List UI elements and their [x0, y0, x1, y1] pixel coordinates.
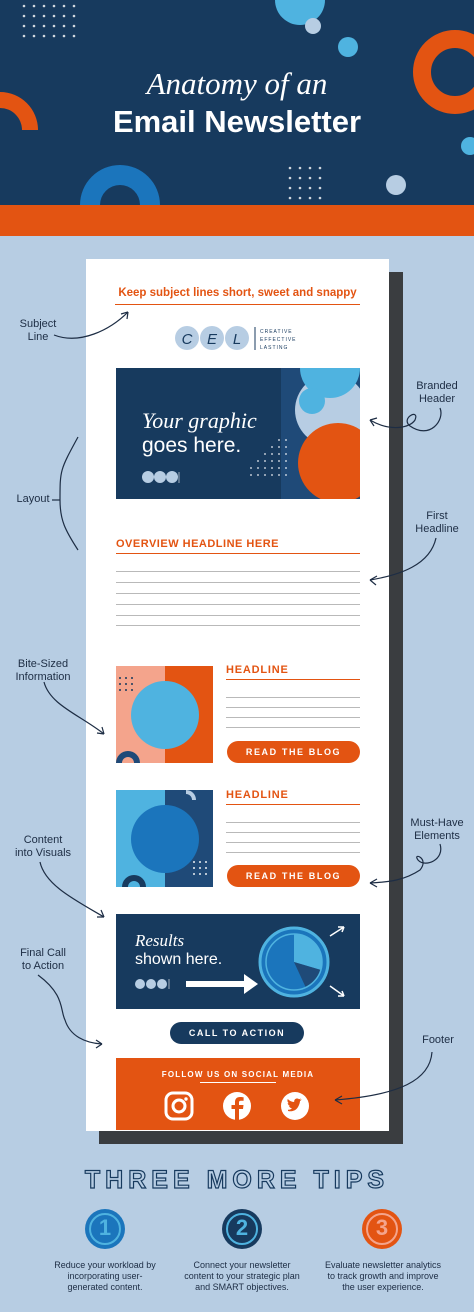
logo-letter-c: C — [181, 331, 193, 348]
annotation-subject-line: Subject Line — [19, 318, 57, 343]
arrow-subject-line — [54, 312, 128, 338]
read-blog-button-1[interactable]: READ THE BLOG — [227, 741, 360, 763]
tip-1-text: Reduce your workload by incorporating user-generated content. — [54, 1260, 156, 1292]
logo-letter-l: L — [232, 331, 242, 348]
arrow-bite-sized — [44, 682, 104, 734]
article-1-headline: HEADLINE — [226, 664, 289, 676]
logo-word-2: EFFECTIVE — [260, 337, 297, 343]
arrow-content-visuals — [40, 862, 104, 917]
logo-word-1: CREATIVE — [260, 329, 293, 335]
title-line-1: Anatomy of an — [146, 66, 328, 101]
annotation-content-visuals: Content into Visuals — [14, 834, 72, 859]
banner-line-1: Your graphic — [142, 408, 257, 433]
tip-3-number: 3 — [375, 1215, 389, 1240]
tips-heading: THREE MORE TIPS — [84, 1166, 390, 1194]
footer-label: FOLLOW US ON SOCIAL MEDIA — [161, 1070, 315, 1079]
results-line-2: shown here. — [135, 951, 223, 968]
tip-1-number: 1 — [98, 1215, 112, 1240]
annotation-layout: Layout — [16, 493, 50, 505]
results-line-1: Results — [135, 931, 185, 950]
title-line-2: Email Newsletter — [112, 104, 362, 139]
tips-heading-wrap — [0, 1166, 474, 1195]
arrow-footer — [335, 1052, 432, 1100]
tip-1-badge — [85, 1209, 125, 1249]
layout-brace — [60, 437, 78, 550]
tip-3-text: Evaluate newsletter analytics to track growth and improve the user experience. — [324, 1260, 442, 1292]
subject-line: Keep subject lines short, sweet and snappy — [118, 287, 357, 299]
logo-letter-e: E — [206, 331, 218, 348]
overview-headline: OVERVIEW HEADLINE HERE — [116, 538, 279, 550]
arrow-must-have — [370, 844, 441, 883]
arrow-first-headline — [370, 538, 436, 580]
annotation-final-cta: Final Call to Action — [20, 947, 66, 972]
arrow-branded-header — [370, 408, 441, 431]
tip-2-text: Connect your newsletter content to your strategic plan and SMART objectives. — [184, 1260, 300, 1292]
read-blog-button-2[interactable]: READ THE BLOG — [227, 865, 360, 887]
article-2-headline: HEADLINE — [226, 789, 289, 801]
annotation-first-headline: First Headline — [415, 510, 459, 535]
annotation-bite-sized: Bite-Sized Information — [15, 658, 71, 683]
call-to-action-button[interactable]: CALL TO ACTION — [170, 1022, 304, 1044]
tip-2-badge — [222, 1209, 262, 1249]
annotation-must-have: Must-Have Elements — [410, 817, 464, 842]
logo-word-3: LASTING — [260, 345, 289, 351]
annotation-branded-header: Branded Header — [416, 380, 458, 405]
annotation-footer: Footer — [422, 1034, 454, 1046]
tip-3-badge — [362, 1209, 402, 1249]
arrow-final-cta — [38, 975, 102, 1044]
tip-2-number: 2 — [235, 1215, 249, 1240]
banner-line-2: goes here. — [142, 434, 242, 457]
